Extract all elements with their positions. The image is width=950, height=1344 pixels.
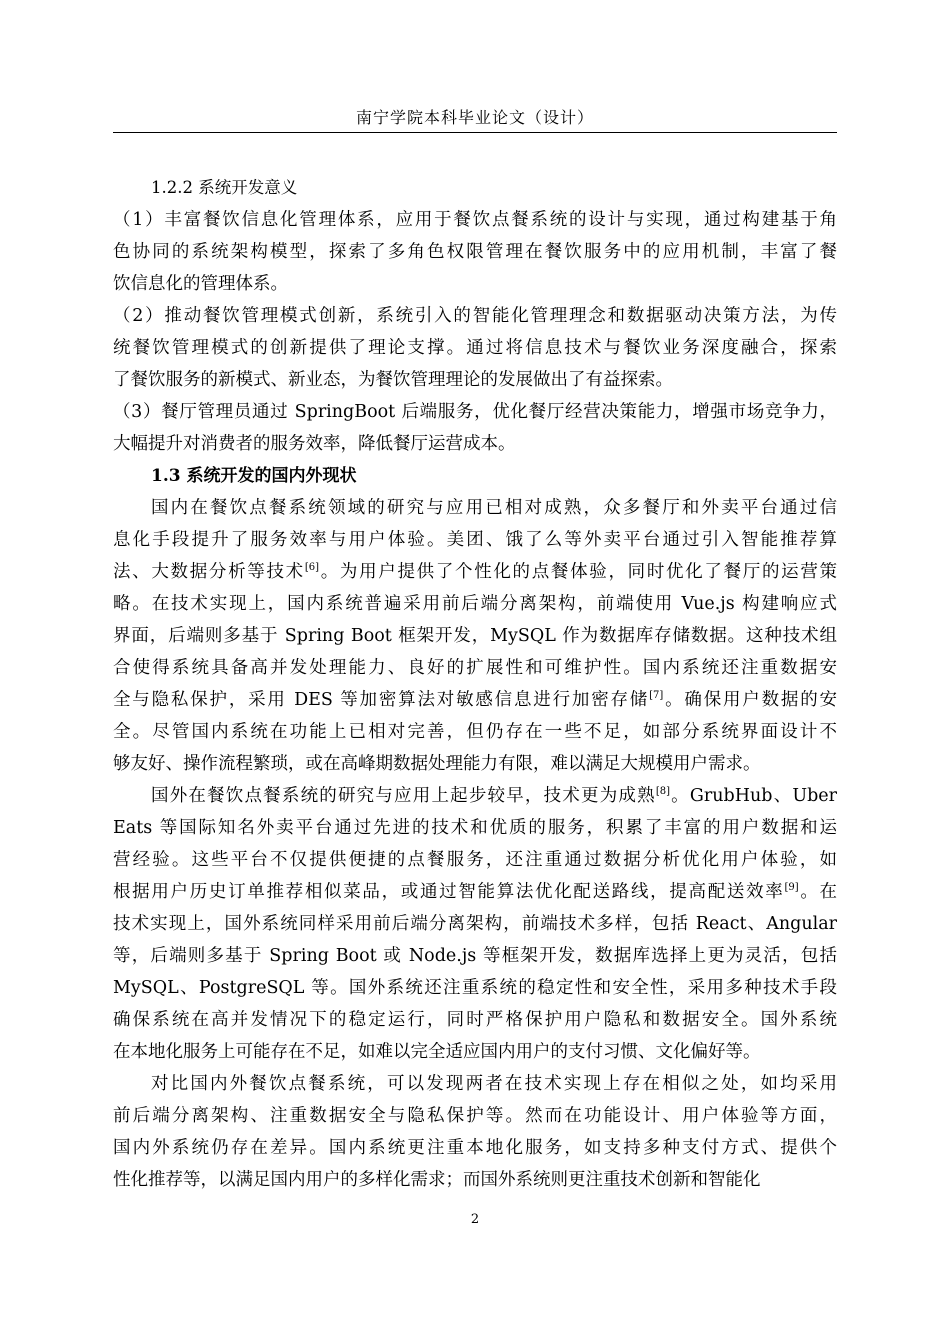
- citation-marker: [9]: [784, 882, 799, 893]
- paragraph-line: 息化手段提升了服务效率与用户体验。美团、饿了么等外卖平台通过引入智能推荐算: [113, 530, 837, 550]
- paragraph-line: 营经验。这些平台不仅提供便捷的点餐服务，还注重通过数据分析优化用户体验，如: [113, 850, 837, 870]
- list-item-line: （2）推动餐饮管理模式创新，系统引入的智能化管理理念和数据驱动决策方法，为传: [113, 306, 837, 326]
- subsection-heading: 1.2.2 系统开发意义: [151, 178, 298, 197]
- paragraph-line: 性化推荐等，以满足国内用户的多样化需求；而国外系统则更注重技术创新和智能化: [113, 1170, 761, 1190]
- page-number: 2: [470, 1212, 480, 1227]
- citation-marker: [8]: [655, 786, 670, 797]
- list-item-line: 统餐饮管理模式的创新提供了理论支撑。通过将信息技术与餐饮业务深度融合，探索: [113, 338, 837, 358]
- section-heading: 1.3 系统开发的国内外现状: [151, 466, 357, 486]
- paragraph-line: 等，后端则多基于 Spring Boot 或 Node.js 等框架开发，数据库选择上更为灵活，包括: [113, 946, 837, 966]
- paragraph-line: 根据用户历史订单推荐相似菜品，或通过智能算法优化配送路线，提高配送效率[9]。在: [113, 882, 838, 902]
- paragraph-line: 全。尽管国内系统在功能上已相对完善，但仍存在一些不足，如部分系统界面设计不: [113, 722, 837, 742]
- list-item-line: （3）餐厅管理员通过 SpringBoot 后端服务，优化餐厅经营决策能力，增强市场竞争力，: [113, 402, 837, 422]
- paragraph-line: 国内在餐饮点餐系统领域的研究与应用已相对成熟，众多餐厅和外卖平台通过信: [151, 498, 837, 518]
- paragraph-line: 前后端分离架构、注重数据安全与隐私保护等。然而在功能设计、用户体验等方面，: [113, 1106, 837, 1126]
- paragraph-line: 对比国内外餐饮点餐系统，可以发现两者在技术实现上存在相似之处，如均采用: [151, 1074, 837, 1094]
- paragraph-line: 略。在技术实现上，国内系统普遍采用前后端分离架构，前端使用 Vue.js 构建响应式: [113, 594, 837, 614]
- body-text: [113, 172, 837, 1196]
- list-item-line: （1）丰富餐饮信息化管理体系，应用于餐饮点餐系统的设计与实现，通过构建基于角: [113, 210, 837, 230]
- list-item-line: 了餐饮服务的新模式、新业态，为餐饮管理理论的发展做出了有益探索。: [113, 370, 673, 390]
- paragraph-line: 界面，后端则多基于 Spring Boot 框架开发，MySQL 作为数据库存储数据。这种技术组: [113, 626, 837, 646]
- paragraph-line: 法、大数据分析等技术[6]。为用户提供了个性化的点餐体验，同时优化了餐厅的运营策: [113, 562, 838, 582]
- citation-marker: [7]: [649, 690, 664, 701]
- paragraph-line: 国内外系统仍存在差异。国内系统更注重本地化服务，如支持多种支付方式、提供个: [113, 1138, 837, 1158]
- paragraph-line: 在本地化服务上可能存在不足，如难以完全适应国内用户的支付习惯、文化偏好等。: [113, 1042, 761, 1062]
- significance-list: [113, 204, 837, 460]
- status-paragraphs: [113, 492, 837, 1196]
- paragraph-line: 确保系统在高并发情况下的稳定运行，同时严格保护用户隐私和数据安全。国外系统: [113, 1010, 837, 1030]
- list-item-line: 饮信息化的管理体系。: [113, 274, 288, 294]
- header-rule: [113, 132, 837, 133]
- paragraph-line: 够友好、操作流程繁琐，或在高峰期数据处理能力有限，难以满足大规模用户需求。: [113, 754, 761, 774]
- list-item-line: 色协同的系统架构模型，探索了多角色权限管理在餐饮服务中的应用机制，丰富了餐: [113, 242, 837, 262]
- paragraph-line: 全与隐私保护，采用 DES 等加密算法对敏感信息进行加密存储[7]。确保用户数据的安: [113, 690, 838, 710]
- paragraph-line: 合使得系统具备高并发处理能力、良好的扩展性和可维护性。国内系统还注重数据安: [113, 658, 837, 678]
- paragraph-line: Eats 等国际知名外卖平台通过先进的技术和优质的服务，积累了丰富的用户数据和运: [113, 818, 837, 838]
- running-header-title: 南宁学院本科毕业论文（设计）: [355, 108, 594, 127]
- paragraph-line: 国外在餐饮点餐系统的研究与应用上起步较早，技术更为成熟[8]。GrubHub、Uber: [151, 786, 837, 806]
- citation-marker: [6]: [304, 562, 320, 573]
- list-item-line: 大幅提升对消费者的服务效率，降低餐厅运营成本。: [113, 434, 516, 454]
- paragraph-line: MySQL、PostgreSQL 等。国外系统还注重系统的稳定性和安全性，采用多种技术手段: [113, 978, 837, 998]
- paragraph-line: 技术实现上，国外系统同样采用前后端分离架构，前端技术多样，包括 React、Angular: [113, 914, 837, 934]
